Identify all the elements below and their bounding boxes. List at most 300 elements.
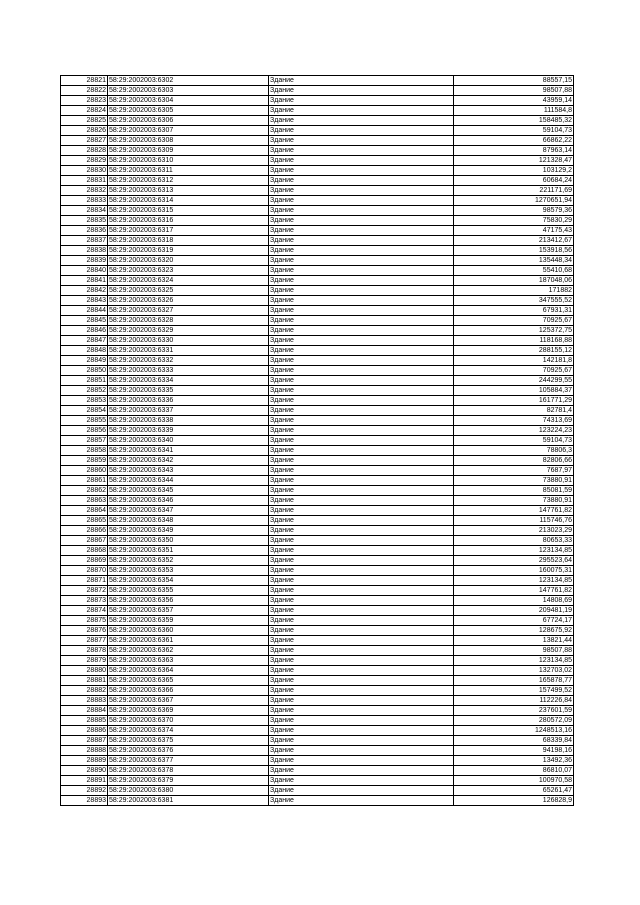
cadastral-value-cell: 142181,8 <box>454 356 574 366</box>
table-row <box>61 776 574 786</box>
object-type-cell: Здание <box>269 216 454 226</box>
cadastral-value-cell: 103129,2 <box>454 166 574 176</box>
table-row <box>61 206 574 216</box>
row-number-cell: 28838 <box>61 246 108 256</box>
row-number-cell: 28861 <box>61 476 108 486</box>
object-type-cell: Здание <box>269 646 454 656</box>
table-row <box>61 686 574 696</box>
cadastral-number-cell: 58:29:2002003:6378 <box>108 766 269 776</box>
cadastral-number-cell: 58:29:2002003:6347 <box>108 506 269 516</box>
cadastral-value-cell: 111584,8 <box>454 106 574 116</box>
row-number-cell: 28854 <box>61 406 108 416</box>
table-row <box>61 736 574 746</box>
cadastral-number-cell: 58:29:2002003:6381 <box>108 796 269 806</box>
table-row <box>61 186 574 196</box>
cadastral-value-cell: 280572,09 <box>454 716 574 726</box>
cadastral-value-cell: 70925,67 <box>454 316 574 326</box>
object-type-cell: Здание <box>269 116 454 126</box>
table-row <box>61 446 574 456</box>
cadastral-value-cell: 123134,85 <box>454 576 574 586</box>
cadastral-value-cell: 118168,88 <box>454 336 574 346</box>
cadastral-number-cell: 58:29:2002003:6343 <box>108 466 269 476</box>
row-number-cell: 28831 <box>61 176 108 186</box>
cadastral-value-cell: 112226,84 <box>454 696 574 706</box>
cadastral-number-cell: 58:29:2002003:6315 <box>108 206 269 216</box>
row-number-cell: 28868 <box>61 546 108 556</box>
cadastral-value-cell: 121328,47 <box>454 156 574 166</box>
table-row <box>61 556 574 566</box>
table-row <box>61 546 574 556</box>
row-number-cell: 28844 <box>61 306 108 316</box>
object-type-cell: Здание <box>269 226 454 236</box>
object-type-cell: Здание <box>269 516 454 526</box>
row-number-cell: 28824 <box>61 106 108 116</box>
table-row <box>61 416 574 426</box>
cadastral-number-cell: 58:29:2002003:6318 <box>108 236 269 246</box>
cadastral-value-cell: 82781,4 <box>454 406 574 416</box>
object-type-cell: Здание <box>269 546 454 556</box>
table-row <box>61 176 574 186</box>
cadastral-value-cell: 75830,29 <box>454 216 574 226</box>
cadastral-value-cell: 147761,82 <box>454 586 574 596</box>
object-type-cell: Здание <box>269 136 454 146</box>
cadastral-value-cell: 171882 <box>454 286 574 296</box>
table-row <box>61 726 574 736</box>
row-number-cell: 28825 <box>61 116 108 126</box>
cadastral-number-cell: 58:29:2002003:6348 <box>108 516 269 526</box>
cadastral-number-cell: 58:29:2002003:6380 <box>108 786 269 796</box>
object-type-cell: Здание <box>269 616 454 626</box>
table-row <box>61 666 574 676</box>
cadastral-value-cell: 244299,55 <box>454 376 574 386</box>
table-row <box>61 676 574 686</box>
row-number-cell: 28843 <box>61 296 108 306</box>
row-number-cell: 28846 <box>61 326 108 336</box>
object-type-cell: Здание <box>269 496 454 506</box>
table-row <box>61 316 574 326</box>
table-row <box>61 786 574 796</box>
object-type-cell: Здание <box>269 776 454 786</box>
cadastral-number-cell: 58:29:2002003:6308 <box>108 136 269 146</box>
cadastral-number-cell: 58:29:2002003:6344 <box>108 476 269 486</box>
cadastral-value-cell: 13821,44 <box>454 636 574 646</box>
cadastral-number-cell: 58:29:2002003:6357 <box>108 606 269 616</box>
row-number-cell: 28888 <box>61 746 108 756</box>
row-number-cell: 28889 <box>61 756 108 766</box>
row-number-cell: 28865 <box>61 516 108 526</box>
cadastral-value-cell: 347555,52 <box>454 296 574 306</box>
table-row <box>61 136 574 146</box>
row-number-cell: 28890 <box>61 766 108 776</box>
cadastral-number-cell: 58:29:2002003:6364 <box>108 666 269 676</box>
table-body <box>61 76 574 806</box>
object-type-cell: Здание <box>269 396 454 406</box>
cadastral-value-cell: 1270651,94 <box>454 196 574 206</box>
cadastral-value-cell: 157499,52 <box>454 686 574 696</box>
cadastral-number-cell: 58:29:2002003:6377 <box>108 756 269 766</box>
cadastral-value-cell: 87963,14 <box>454 146 574 156</box>
row-number-cell: 28875 <box>61 616 108 626</box>
table-row <box>61 366 574 376</box>
object-type-cell: Здание <box>269 246 454 256</box>
table-row <box>61 706 574 716</box>
table-row <box>61 336 574 346</box>
row-number-cell: 28871 <box>61 576 108 586</box>
object-type-cell: Здание <box>269 366 454 376</box>
cadastral-value-cell: 158485,32 <box>454 116 574 126</box>
cadastral-number-cell: 58:29:2002003:6341 <box>108 446 269 456</box>
row-number-cell: 28857 <box>61 436 108 446</box>
row-number-cell: 28858 <box>61 446 108 456</box>
table-row <box>61 356 574 366</box>
table-row <box>61 386 574 396</box>
cadastral-number-cell: 58:29:2002003:6323 <box>108 266 269 276</box>
cadastral-number-cell: 58:29:2002003:6375 <box>108 736 269 746</box>
object-type-cell: Здание <box>269 156 454 166</box>
cadastral-value-cell: 13492,36 <box>454 756 574 766</box>
object-type-cell: Здание <box>269 346 454 356</box>
object-type-cell: Здание <box>269 656 454 666</box>
cadastral-value-cell: 67724,17 <box>454 616 574 626</box>
cadastral-value-cell: 237601,59 <box>454 706 574 716</box>
row-number-cell: 28830 <box>61 166 108 176</box>
object-type-cell: Здание <box>269 576 454 586</box>
table-row <box>61 476 574 486</box>
cadastral-value-cell: 187048,06 <box>454 276 574 286</box>
object-type-cell: Здание <box>269 206 454 216</box>
cadastral-number-cell: 58:29:2002003:6314 <box>108 196 269 206</box>
table-row <box>61 266 574 276</box>
row-number-cell: 28827 <box>61 136 108 146</box>
cadastral-value-cell: 47175,43 <box>454 226 574 236</box>
row-number-cell: 28822 <box>61 86 108 96</box>
cadastral-number-cell: 58:29:2002003:6345 <box>108 486 269 496</box>
cadastral-number-cell: 58:29:2002003:6363 <box>108 656 269 666</box>
cadastral-number-cell: 58:29:2002003:6312 <box>108 176 269 186</box>
object-type-cell: Здание <box>269 556 454 566</box>
object-type-cell: Здание <box>269 686 454 696</box>
cadastral-value-cell: 82806,66 <box>454 456 574 466</box>
table-row <box>61 576 574 586</box>
cadastral-value-cell: 147761,82 <box>454 506 574 516</box>
cadastral-value-cell: 7687,97 <box>454 466 574 476</box>
object-type-cell: Здание <box>269 626 454 636</box>
object-type-cell: Здание <box>269 276 454 286</box>
cadastral-value-cell: 78806,3 <box>454 446 574 456</box>
row-number-cell: 28832 <box>61 186 108 196</box>
cadastral-value-cell: 295523,64 <box>454 556 574 566</box>
object-type-cell: Здание <box>269 416 454 426</box>
object-type-cell: Здание <box>269 446 454 456</box>
object-type-cell: Здание <box>269 166 454 176</box>
row-number-cell: 28885 <box>61 716 108 726</box>
row-number-cell: 28835 <box>61 216 108 226</box>
table-row <box>61 506 574 516</box>
cadastral-value-cell: 132703,02 <box>454 666 574 676</box>
cadastral-value-cell: 59104,73 <box>454 436 574 446</box>
object-type-cell: Здание <box>269 96 454 106</box>
table-row <box>61 456 574 466</box>
table-row <box>61 396 574 406</box>
object-type-cell: Здание <box>269 256 454 266</box>
object-type-cell: Здание <box>269 356 454 366</box>
cadastral-number-cell: 58:29:2002003:6367 <box>108 696 269 706</box>
cadastral-value-cell: 165878,77 <box>454 676 574 686</box>
object-type-cell: Здание <box>269 756 454 766</box>
object-type-cell: Здание <box>269 466 454 476</box>
row-number-cell: 28870 <box>61 566 108 576</box>
cadastral-number-cell: 58:29:2002003:6307 <box>108 126 269 136</box>
row-number-cell: 28893 <box>61 796 108 806</box>
table-row <box>61 126 574 136</box>
cadastral-number-cell: 58:29:2002003:6320 <box>108 256 269 266</box>
cadastral-number-cell: 58:29:2002003:6334 <box>108 376 269 386</box>
row-number-cell: 28883 <box>61 696 108 706</box>
table-row <box>61 636 574 646</box>
object-type-cell: Здание <box>269 426 454 436</box>
cadastral-value-cell: 221171,69 <box>454 186 574 196</box>
cadastral-value-cell: 73880,91 <box>454 476 574 486</box>
row-number-cell: 28836 <box>61 226 108 236</box>
row-number-cell: 28869 <box>61 556 108 566</box>
table-row <box>61 696 574 706</box>
object-type-cell: Здание <box>269 456 454 466</box>
table-row <box>61 406 574 416</box>
object-type-cell: Здание <box>269 436 454 446</box>
cadastral-number-cell: 58:29:2002003:6336 <box>108 396 269 406</box>
cadastral-number-cell: 58:29:2002003:6362 <box>108 646 269 656</box>
object-type-cell: Здание <box>269 736 454 746</box>
row-number-cell: 28880 <box>61 666 108 676</box>
cadastral-number-cell: 58:29:2002003:6338 <box>108 416 269 426</box>
cadastral-number-cell: 58:29:2002003:6374 <box>108 726 269 736</box>
row-number-cell: 28862 <box>61 486 108 496</box>
table-row <box>61 486 574 496</box>
row-number-cell: 28884 <box>61 706 108 716</box>
cadastral-value-cell: 55410,68 <box>454 266 574 276</box>
row-number-cell: 28837 <box>61 236 108 246</box>
row-number-cell: 28867 <box>61 536 108 546</box>
object-type-cell: Здание <box>269 296 454 306</box>
cadastral-number-cell: 58:29:2002003:6328 <box>108 316 269 326</box>
table-row <box>61 426 574 436</box>
row-number-cell: 28834 <box>61 206 108 216</box>
cadastral-number-cell: 58:29:2002003:6346 <box>108 496 269 506</box>
cadastral-value-cell: 125372,75 <box>454 326 574 336</box>
row-number-cell: 28829 <box>61 156 108 166</box>
table-row <box>61 296 574 306</box>
row-number-cell: 28855 <box>61 416 108 426</box>
row-number-cell: 28852 <box>61 386 108 396</box>
row-number-cell: 28876 <box>61 626 108 636</box>
table-row <box>61 246 574 256</box>
cadastral-number-cell: 58:29:2002003:6340 <box>108 436 269 446</box>
cadastral-value-cell: 115746,76 <box>454 516 574 526</box>
row-number-cell: 28833 <box>61 196 108 206</box>
row-number-cell: 28860 <box>61 466 108 476</box>
cadastral-value-cell: 1248513,16 <box>454 726 574 736</box>
cadastral-value-cell: 209481,19 <box>454 606 574 616</box>
table-row <box>61 276 574 286</box>
row-number-cell: 28877 <box>61 636 108 646</box>
cadastral-number-cell: 58:29:2002003:6337 <box>108 406 269 416</box>
table-row <box>61 496 574 506</box>
object-type-cell: Здание <box>269 666 454 676</box>
table-row <box>61 766 574 776</box>
row-number-cell: 28847 <box>61 336 108 346</box>
object-type-cell: Здание <box>269 796 454 806</box>
cadastral-value-cell: 14808,69 <box>454 596 574 606</box>
row-number-cell: 28845 <box>61 316 108 326</box>
table-row <box>61 586 574 596</box>
row-number-cell: 28859 <box>61 456 108 466</box>
row-number-cell: 28887 <box>61 736 108 746</box>
cadastral-number-cell: 58:29:2002003:6376 <box>108 746 269 756</box>
cadastral-number-cell: 58:29:2002003:6356 <box>108 596 269 606</box>
cadastral-number-cell: 58:29:2002003:6319 <box>108 246 269 256</box>
cadastral-number-cell: 58:29:2002003:6306 <box>108 116 269 126</box>
cadastral-value-cell: 161771,29 <box>454 396 574 406</box>
cadastral-number-cell: 58:29:2002003:6353 <box>108 566 269 576</box>
table-row <box>61 106 574 116</box>
object-type-cell: Здание <box>269 196 454 206</box>
table-row <box>61 76 574 86</box>
cadastral-number-cell: 58:29:2002003:6335 <box>108 386 269 396</box>
row-number-cell: 28839 <box>61 256 108 266</box>
cadastral-value-cell: 43959,14 <box>454 96 574 106</box>
object-type-cell: Здание <box>269 786 454 796</box>
object-type-cell: Здание <box>269 146 454 156</box>
row-number-cell: 28842 <box>61 286 108 296</box>
row-number-cell: 28853 <box>61 396 108 406</box>
cadastral-value-cell: 126828,9 <box>454 796 574 806</box>
row-number-cell: 28856 <box>61 426 108 436</box>
cadastral-value-cell: 123224,23 <box>454 426 574 436</box>
cadastral-number-cell: 58:29:2002003:6325 <box>108 286 269 296</box>
table-row <box>61 146 574 156</box>
object-type-cell: Здание <box>269 186 454 196</box>
table-row <box>61 346 574 356</box>
object-type-cell: Здание <box>269 596 454 606</box>
table-row <box>61 196 574 206</box>
row-number-cell: 28821 <box>61 76 108 86</box>
object-type-cell: Здание <box>269 706 454 716</box>
cadastral-value-cell: 66862,22 <box>454 136 574 146</box>
cadastral-number-cell: 58:29:2002003:6324 <box>108 276 269 286</box>
cadastral-value-cell: 98507,88 <box>454 86 574 96</box>
cadastral-number-cell: 58:29:2002003:6316 <box>108 216 269 226</box>
row-number-cell: 28848 <box>61 346 108 356</box>
object-type-cell: Здание <box>269 726 454 736</box>
object-type-cell: Здание <box>269 336 454 346</box>
cadastral-number-cell: 58:29:2002003:6309 <box>108 146 269 156</box>
row-number-cell: 28886 <box>61 726 108 736</box>
table-row <box>61 286 574 296</box>
cadastral-number-cell: 58:29:2002003:6310 <box>108 156 269 166</box>
table-row <box>61 656 574 666</box>
cadastral-number-cell: 58:29:2002003:6327 <box>108 306 269 316</box>
row-number-cell: 28892 <box>61 786 108 796</box>
cadastral-value-cell: 213023,29 <box>454 526 574 536</box>
cadastral-number-cell: 58:29:2002003:6332 <box>108 356 269 366</box>
cadastral-value-cell: 100970,58 <box>454 776 574 786</box>
table-row <box>61 236 574 246</box>
row-number-cell: 28840 <box>61 266 108 276</box>
cadastral-number-cell: 58:29:2002003:6366 <box>108 686 269 696</box>
cadastral-number-cell: 58:29:2002003:6361 <box>108 636 269 646</box>
cadastral-number-cell: 58:29:2002003:6304 <box>108 96 269 106</box>
cadastral-value-cell: 67931,31 <box>454 306 574 316</box>
cadastral-value-cell: 288155,12 <box>454 346 574 356</box>
cadastral-value-cell: 105884,37 <box>454 386 574 396</box>
cadastral-value-cell: 85081,59 <box>454 486 574 496</box>
cadastral-number-cell: 58:29:2002003:6317 <box>108 226 269 236</box>
object-type-cell: Здание <box>269 306 454 316</box>
table-row <box>61 746 574 756</box>
row-number-cell: 28866 <box>61 526 108 536</box>
table-row <box>61 326 574 336</box>
row-number-cell: 28882 <box>61 686 108 696</box>
object-type-cell: Здание <box>269 606 454 616</box>
cadastral-value-cell: 74313,69 <box>454 416 574 426</box>
cadastral-number-cell: 58:29:2002003:6350 <box>108 536 269 546</box>
object-type-cell: Здание <box>269 506 454 516</box>
table-row <box>61 796 574 806</box>
object-type-cell: Здание <box>269 566 454 576</box>
cadastral-value-cell: 68339,84 <box>454 736 574 746</box>
object-type-cell: Здание <box>269 636 454 646</box>
object-type-cell: Здание <box>269 696 454 706</box>
cadastral-number-cell: 58:29:2002003:6305 <box>108 106 269 116</box>
cadastral-value-cell: 123134,85 <box>454 546 574 556</box>
row-number-cell: 28874 <box>61 606 108 616</box>
object-type-cell: Здание <box>269 386 454 396</box>
cadastral-number-cell: 58:29:2002003:6365 <box>108 676 269 686</box>
cadastral-number-cell: 58:29:2002003:6342 <box>108 456 269 466</box>
cadastral-number-cell: 58:29:2002003:6359 <box>108 616 269 626</box>
table-row <box>61 226 574 236</box>
cadastral-number-cell: 58:29:2002003:6303 <box>108 86 269 96</box>
cadastral-value-cell: 73880,91 <box>454 496 574 506</box>
cadastral-value-cell: 70925,67 <box>454 366 574 376</box>
cadastral-number-cell: 58:29:2002003:6311 <box>108 166 269 176</box>
cadastral-number-cell: 58:29:2002003:6355 <box>108 586 269 596</box>
table-row <box>61 646 574 656</box>
cadastral-number-cell: 58:29:2002003:6351 <box>108 546 269 556</box>
cadastral-number-cell: 58:29:2002003:6333 <box>108 366 269 376</box>
object-type-cell: Здание <box>269 286 454 296</box>
cadastral-number-cell: 58:29:2002003:6370 <box>108 716 269 726</box>
table-row <box>61 596 574 606</box>
cadastral-number-cell: 58:29:2002003:6349 <box>108 526 269 536</box>
cadastral-number-cell: 58:29:2002003:6339 <box>108 426 269 436</box>
object-type-cell: Здание <box>269 486 454 496</box>
cadastral-value-cell: 59104,73 <box>454 126 574 136</box>
object-type-cell: Здание <box>269 766 454 776</box>
table-row <box>61 436 574 446</box>
table-row <box>61 466 574 476</box>
cadastral-value-cell: 135448,34 <box>454 256 574 266</box>
object-type-cell: Здание <box>269 126 454 136</box>
cadastral-value-cell: 98507,88 <box>454 646 574 656</box>
row-number-cell: 28891 <box>61 776 108 786</box>
table-row <box>61 536 574 546</box>
object-type-cell: Здание <box>269 176 454 186</box>
object-type-cell: Здание <box>269 676 454 686</box>
table-row <box>61 616 574 626</box>
cadastral-value-table <box>60 75 574 806</box>
cadastral-number-cell: 58:29:2002003:6302 <box>108 76 269 86</box>
